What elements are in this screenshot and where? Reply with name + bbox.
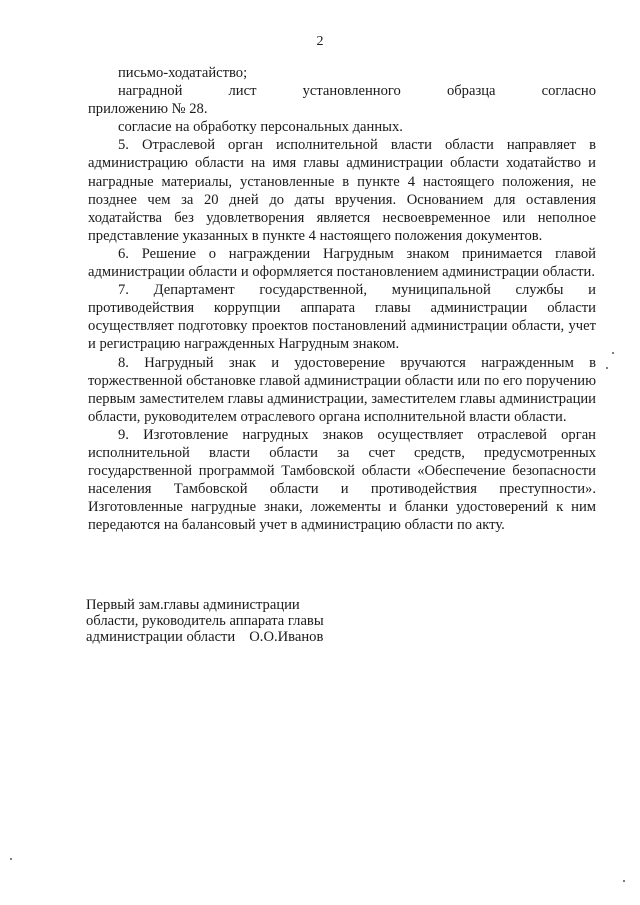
paragraph-item-5: 5. Отраслевой орган исполнительной власти области направляет в администрацию области на имя главы администрации области ходатайство и наградные материалы, установленные в пункте 4 настоящего положения, не позднее чем за 20 дней до даты вручения. Основанием для оставления ходатайства без удовлетворения является несвоевременное или неполное представление указанных в пункте 4 настоящего положения документов.	[88, 137, 596, 244]
paragraph-consent: согласие на обработку персональных данных.	[118, 119, 403, 136]
signature-block	[86, 597, 386, 645]
signature-title-text: администрации области	[86, 629, 236, 645]
signature-title-line-2: области, руководитель аппарата главы	[86, 613, 324, 629]
signature-title-line-1: Первый зам.главы администрации	[86, 597, 300, 613]
document-body	[88, 64, 596, 534]
signatory-name: О.О.Иванов	[249, 629, 324, 645]
signature-title-line-3	[86, 629, 386, 645]
paragraph-item-8: 8. Нагрудный знак и удостоверение вручаются награжденным в торжественной обстановке главой администрации области или по его поручению первым заместителем главы администрации, заместителем главы администрации области, руководителем отраслевого органа исполнительной власти области.	[88, 354, 596, 425]
page-number: 2	[316, 34, 324, 49]
scan-speck	[606, 367, 608, 369]
paragraph-letter-petition: письмо-ходатайство;	[118, 65, 248, 81]
paragraph-award-sheet-continued: приложению № 28.	[88, 101, 208, 118]
scan-speck	[612, 352, 614, 354]
paragraph-item-6: 6. Решение о награждении Нагрудным знаком принимается главой администрации области и оформляется постановлением администрации области.	[88, 245, 596, 281]
scan-speck	[623, 880, 625, 882]
scan-speck	[10, 858, 12, 860]
paragraph-item-7: 7. Департамент государственной, муниципальной службы и противодействия коррупции аппарата главы администрации области осуществляет подготовку проектов постановлений администрации области, учет и регистрацию награжденных Нагрудным знаком.	[88, 282, 596, 353]
paragraph-award-sheet: наградной лист установленного образца согласно	[118, 83, 596, 100]
paragraph-item-9: 9. Изготовление нагрудных знаков осуществляет отраслевой орган исполнительной власти области за счет средств, предусмотренных государственной программой Тамбовской области «Обеспечение безопасности населения Тамбовской области и противодействия преступности». Изготовленные нагрудные знаки, ложементы и бланки удостоверений к ним передаются на балансовый учет в администрацию области по акту.	[88, 426, 596, 534]
